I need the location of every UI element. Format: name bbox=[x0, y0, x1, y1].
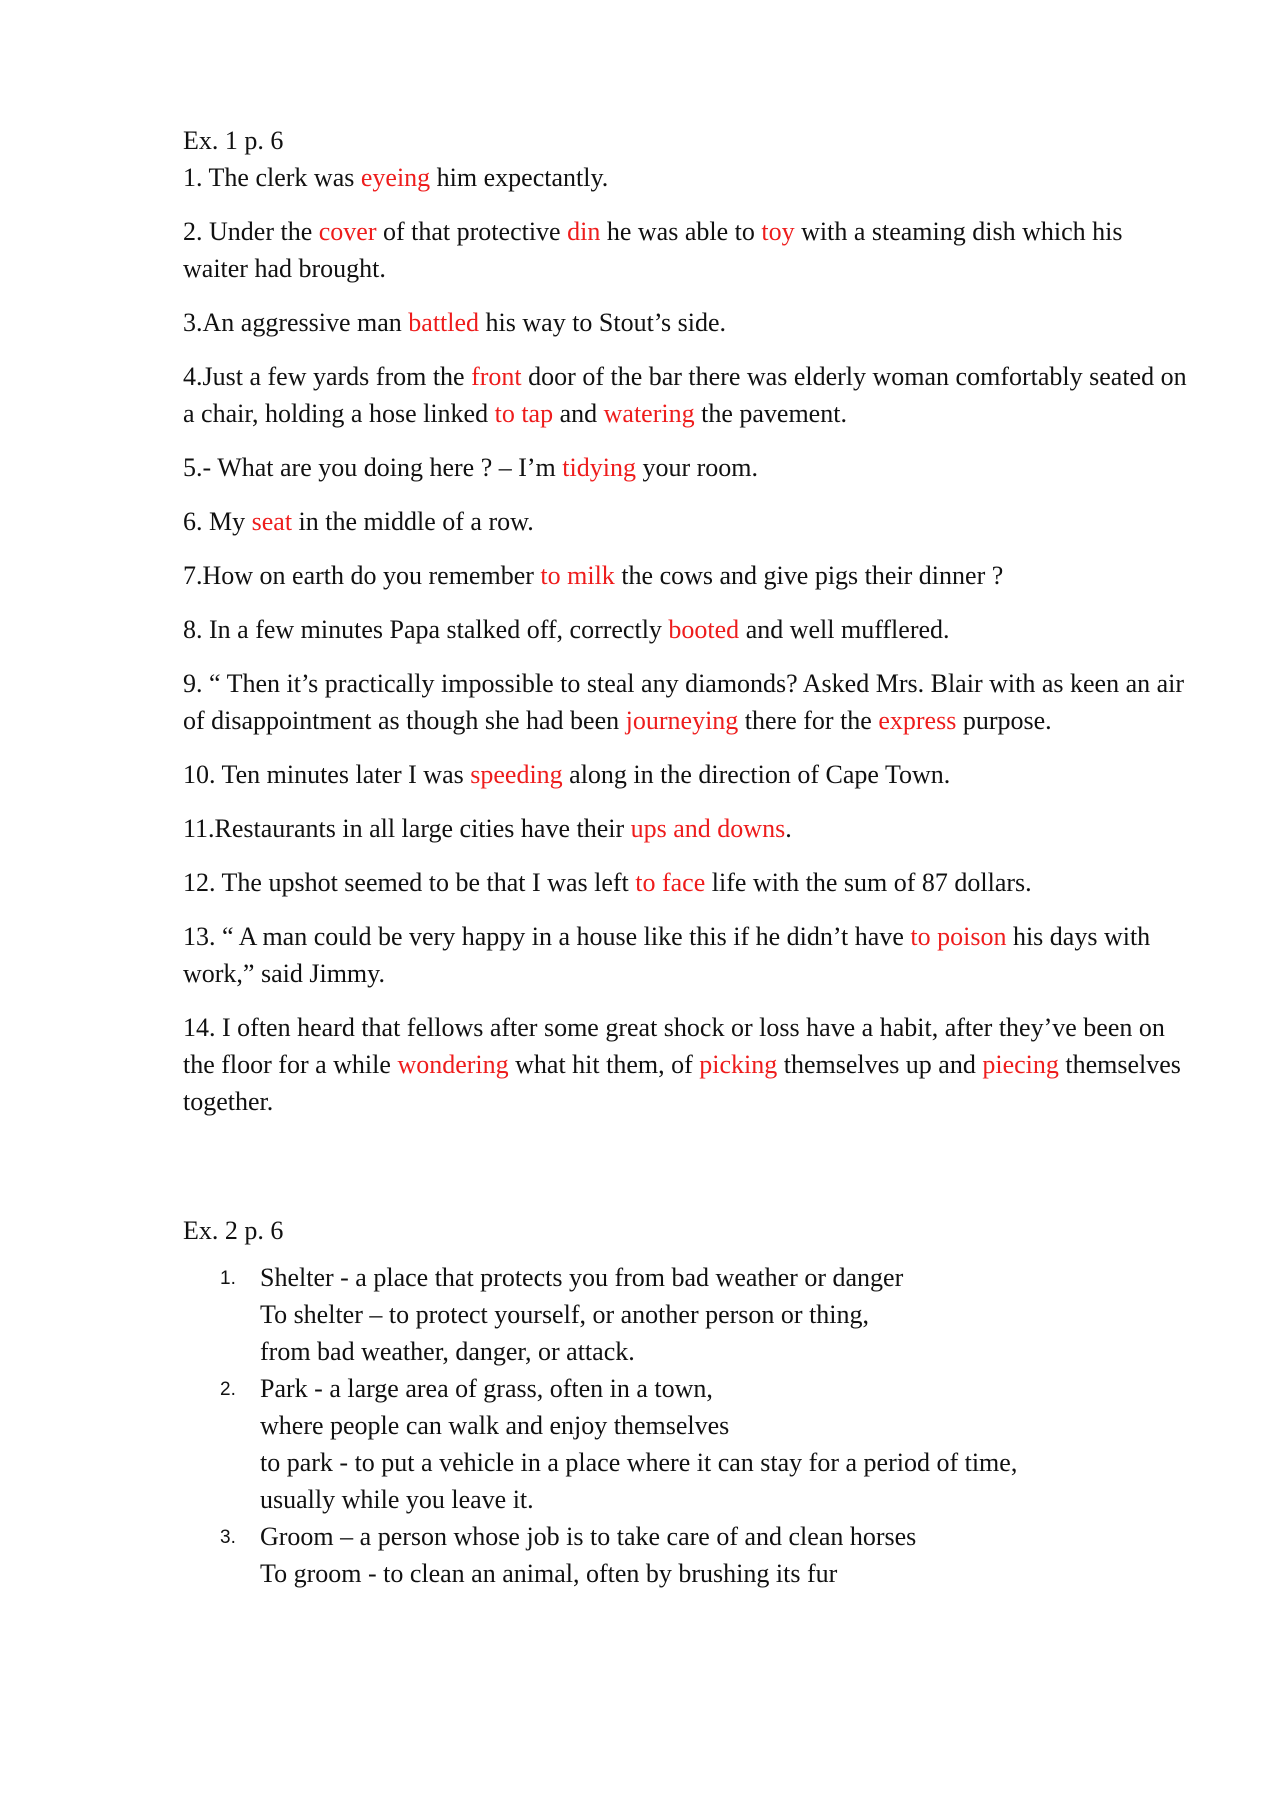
list-number: 1. bbox=[220, 1268, 236, 1289]
definition-item-3 bbox=[220, 1518, 1193, 1592]
sentence-text: 2. Under the bbox=[183, 217, 319, 246]
sentence-7 bbox=[183, 557, 1193, 594]
definition-line: usually while you leave it. bbox=[260, 1485, 534, 1514]
answer-word: to poison bbox=[910, 922, 1007, 951]
sentence-text: purpose. bbox=[956, 706, 1052, 735]
sentence-text: the pavement. bbox=[694, 399, 847, 428]
definition-line: To shelter – to protect yourself, or another person or thing, bbox=[260, 1300, 870, 1329]
sentence-12 bbox=[183, 864, 1193, 901]
answer-word: speeding bbox=[470, 760, 563, 789]
sentence-text: themselves up and bbox=[777, 1050, 983, 1079]
exercise-1-heading: Ex. 1 p. 6 bbox=[183, 126, 284, 155]
sentence-14 bbox=[183, 1009, 1193, 1120]
sentence-text: door of the bar there was elderly woman comfortably seated on a chair, holding a hose linked bbox=[183, 362, 1187, 428]
answer-word: booted bbox=[668, 615, 740, 644]
answer-word: journeying bbox=[625, 706, 739, 735]
sentence-text: with a steaming dish which his waiter had brought. bbox=[183, 217, 1123, 283]
sentence-text: your room. bbox=[635, 453, 758, 482]
answer-word: eyeing bbox=[360, 163, 431, 192]
section-spacer bbox=[183, 1137, 1193, 1212]
sentence-text: he was able to bbox=[600, 217, 762, 246]
exercise-1-sentences bbox=[183, 159, 1193, 1120]
sentence-10 bbox=[183, 756, 1193, 793]
sentence-text: him expectantly. bbox=[430, 163, 609, 192]
answer-word: battled bbox=[408, 308, 480, 337]
sentence-text: and bbox=[553, 399, 604, 428]
sentence-1 bbox=[183, 159, 1193, 196]
answer-word: front bbox=[471, 362, 522, 391]
sentence-text: 1. The clerk was bbox=[183, 163, 361, 192]
sentence-text: 13. “ A man could be very happy in a house like this if he didn’t have bbox=[183, 922, 911, 951]
sentence-text: 4.Just a few yards from the bbox=[183, 362, 472, 391]
list-number: 3. bbox=[220, 1527, 236, 1548]
sentence-8 bbox=[183, 611, 1193, 648]
sentence-text: 8. In a few minutes Papa stalked off, correctly bbox=[183, 615, 669, 644]
sentence-text: themselves together. bbox=[183, 1050, 1181, 1116]
definition-line: where people can walk and enjoy themselves bbox=[260, 1411, 730, 1440]
sentence-text: 9. “ Then it’s practically impossible to steal any diamonds? Asked Mrs. Blair with as keen an air of disappointment as though she had been bbox=[183, 669, 1185, 735]
answer-word: picking bbox=[699, 1050, 778, 1079]
sentence-11 bbox=[183, 810, 1193, 847]
sentence-text: in the middle of a row. bbox=[298, 507, 534, 536]
sentence-text: his days with work,” said Jimmy. bbox=[183, 922, 1151, 988]
definition-line: Groom – a person whose job is to take care of and clean horses bbox=[260, 1522, 917, 1551]
sentence-text: life with the sum of 87 dollars. bbox=[705, 868, 1032, 897]
answer-word: piecing bbox=[982, 1050, 1059, 1079]
definition-item-2 bbox=[220, 1370, 1193, 1518]
sentence-text: . bbox=[785, 814, 792, 843]
definition-line: to park - to put a vehicle in a place where it can stay for a period of time, bbox=[260, 1448, 1018, 1477]
answer-word: express bbox=[878, 706, 957, 735]
answer-word: tidying bbox=[562, 453, 636, 482]
sentence-text: 11.Restaurants in all large cities have their bbox=[183, 814, 631, 843]
sentence-text: and well mufflered. bbox=[739, 615, 950, 644]
sentence-9 bbox=[183, 665, 1193, 739]
answer-word: to tap bbox=[494, 399, 554, 428]
answer-word: toy bbox=[761, 217, 795, 246]
sentence-text: what hit them, of bbox=[508, 1050, 700, 1079]
definition-line: from bad weather, danger, or attack. bbox=[260, 1337, 635, 1366]
answer-word: to milk bbox=[540, 561, 615, 590]
answer-word: din bbox=[567, 217, 601, 246]
sentence-text: 5.- What are you doing here ? – I’m bbox=[183, 453, 563, 482]
sentence-text: 14. I often heard that fellows after some great shock or loss have a habit, after they’ve been on the floor for a while bbox=[183, 1013, 1165, 1079]
sentence-text: 7.How on earth do you remember bbox=[183, 561, 541, 590]
sentence-13 bbox=[183, 918, 1193, 992]
sentence-text: his way to Stout’s side. bbox=[479, 308, 727, 337]
sentence-text: along in the direction of Cape Town. bbox=[562, 760, 951, 789]
sentence-5 bbox=[183, 449, 1193, 486]
sentence-text: the cows and give pigs their dinner ? bbox=[614, 561, 1004, 590]
sentence-2 bbox=[183, 213, 1193, 287]
exercise-2-definitions bbox=[183, 1259, 1193, 1592]
sentence-text: 3.An aggressive man bbox=[183, 308, 409, 337]
list-number: 2. bbox=[220, 1379, 236, 1400]
answer-word: to face bbox=[635, 868, 706, 897]
document-page bbox=[183, 122, 1193, 1592]
sentence-text: of that protective bbox=[376, 217, 568, 246]
sentence-6 bbox=[183, 503, 1193, 540]
answer-word: cover bbox=[318, 217, 377, 246]
sentence-text: there for the bbox=[738, 706, 879, 735]
answer-word: wondering bbox=[397, 1050, 509, 1079]
sentence-text: 6. My bbox=[183, 507, 252, 536]
exercise-2-heading: Ex. 2 p. 6 bbox=[183, 1216, 284, 1245]
answer-word: ups and downs bbox=[630, 814, 786, 843]
definition-item-1 bbox=[220, 1259, 1193, 1370]
sentence-text: 12. The upshot seemed to be that I was left bbox=[183, 868, 636, 897]
sentence-text: 10. Ten minutes later I was bbox=[183, 760, 471, 789]
definition-line: To groom - to clean an animal, often by brushing its fur bbox=[260, 1559, 838, 1588]
sentence-4 bbox=[183, 358, 1193, 432]
definition-line: Shelter - a place that protects you from bad weather or danger bbox=[260, 1263, 904, 1292]
answer-word: watering bbox=[603, 399, 695, 428]
answer-word: seat bbox=[251, 507, 299, 536]
sentence-3 bbox=[183, 304, 1193, 341]
definition-line: Park - a large area of grass, often in a town, bbox=[260, 1374, 713, 1403]
